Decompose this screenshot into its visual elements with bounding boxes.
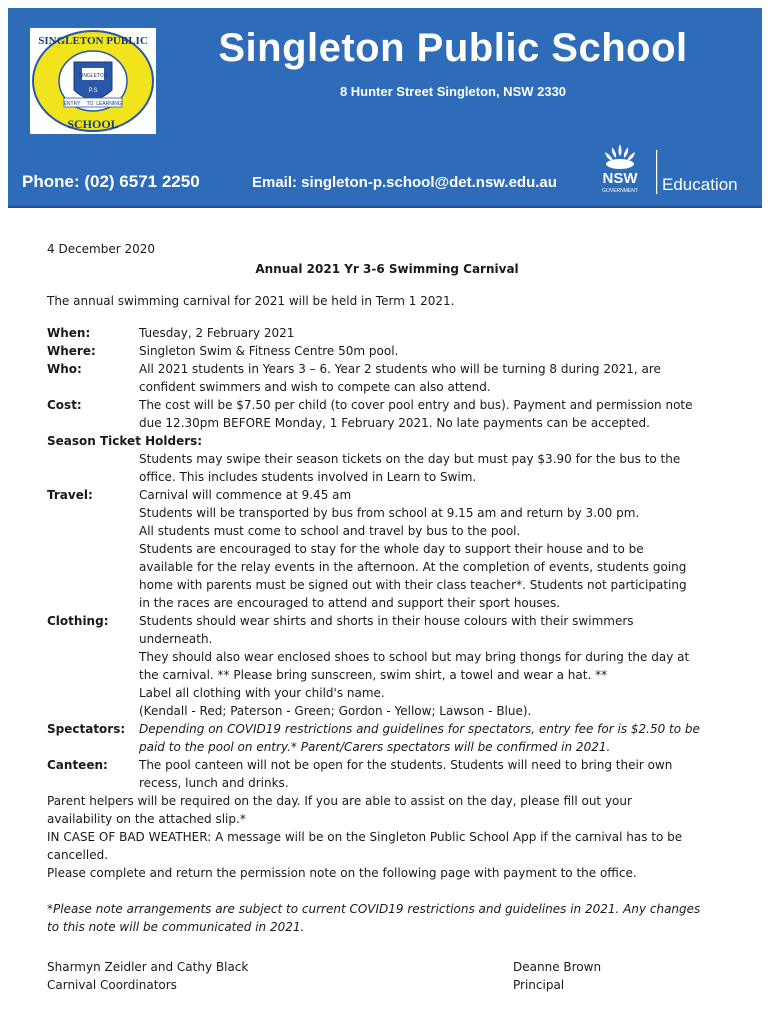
svg-text:LEARNING: LEARNING	[96, 101, 122, 107]
school-phone: Phone: (02) 6571 2250	[22, 172, 200, 191]
svg-text:TO: TO	[86, 101, 94, 107]
intro-paragraph: The annual swimming carnival for 2021 will be held in Term 1 2021.	[47, 294, 455, 308]
clothing-line: the carnival. ** Please bring sunscreen, swim shirt, a towel and wear a hat. **	[139, 668, 608, 682]
nsw-education-logo	[588, 140, 758, 196]
waratah-icon	[605, 144, 635, 169]
canteen-line: The pool canteen will not be open for the students. Students will need to bring their own	[139, 758, 673, 772]
principal-role: Principal	[513, 978, 565, 992]
svg-text:Education: Education	[662, 175, 738, 194]
spectators-row	[47, 720, 727, 756]
travel-label: Travel:	[47, 488, 93, 502]
travel-row	[47, 486, 727, 612]
travel-value	[139, 486, 727, 612]
letterhead-band	[8, 8, 762, 208]
travel-line: Students will be transported by bus from school at 9.15 am and return by 3.00 pm.	[139, 506, 640, 520]
cost-row	[47, 396, 727, 432]
weather-line: IN CASE OF BAD WEATHER: A message will be on the Singleton Public School App if the carnival has to be	[47, 830, 683, 844]
cost-line: due 12.30pm BEFORE Monday, 1 February 2021. No late payments can be accepted.	[139, 416, 650, 430]
school-crest-logo	[30, 28, 156, 134]
where-value: Singleton Swim & Fitness Centre 50m pool.	[139, 344, 399, 358]
helpers-line: Parent helpers will be required on the day. If you are able to assist on the day, please fill out your	[47, 794, 632, 808]
coordinators-role: Carnival Coordinators	[47, 978, 177, 992]
note-line: to this note will be communicated in 2021.	[47, 920, 305, 934]
travel-line: in the races are encouraged to attend and support their sport houses.	[139, 596, 561, 610]
clothing-line: (Kendall - Red; Paterson - Green; Gordon - Yellow; Lawson - Blue).	[139, 704, 532, 718]
canteen-row	[47, 756, 727, 792]
school-name-title: Singleton Public School	[218, 26, 688, 70]
where-label: Where:	[47, 344, 96, 358]
clothing-row	[47, 612, 727, 720]
travel-line: home with parents must be signed out with their class teacher*. Students not participating	[139, 578, 687, 592]
who-line: confident swimmers and wish to compete can also attend.	[139, 380, 491, 394]
spectators-value	[139, 720, 727, 756]
clothing-value	[139, 612, 727, 720]
school-email[interactable]: Email: singleton-p.school@det.nsw.edu.au	[252, 174, 557, 191]
clothing-label: Clothing:	[47, 614, 109, 628]
who-value	[139, 360, 727, 396]
season-line: office. This includes students involved in Learn to Swim.	[139, 470, 477, 484]
where-row	[47, 342, 727, 360]
letter-body	[47, 240, 727, 936]
travel-line: available for the relay events in the afternoon. At the completion of events, students going	[139, 560, 687, 574]
when-value: Tuesday, 2 February 2021	[139, 326, 295, 340]
canteen-value	[139, 756, 727, 792]
travel-line: Students are encouraged to stay for the whole day to support their house and to be	[139, 542, 644, 556]
when-label: When:	[47, 326, 91, 340]
svg-text:ENTRY: ENTRY	[63, 101, 81, 107]
weather-paragraph	[47, 828, 727, 864]
svg-text:SINGLETON: SINGLETON	[78, 73, 108, 79]
season-value	[47, 450, 727, 486]
who-row	[47, 360, 727, 396]
helpers-line: availability on the attached slip.*	[47, 812, 246, 826]
svg-text:SCHOOL: SCHOOL	[67, 117, 119, 131]
letter-title: Annual 2021 Yr 3-6 Swimming Carnival	[255, 262, 519, 276]
svg-text:NSW: NSW	[602, 170, 638, 187]
season-label: Season Ticket Holders:	[47, 434, 203, 448]
cost-line: The cost will be $7.50 per child (to cover pool entry and bus). Payment and permission note	[139, 398, 693, 412]
helpers-paragraph	[47, 792, 727, 828]
who-label: Who:	[47, 362, 82, 376]
spectators-label: Spectators:	[47, 722, 126, 736]
clothing-line: Label all clothing with your child's name.	[139, 686, 385, 700]
canteen-line: recess, lunch and drinks.	[139, 776, 289, 790]
logo-divider	[656, 150, 657, 194]
note-line: *Please note arrangements are subject to current COVID19 restrictions and guidelines in 2021. Any changes	[47, 902, 701, 916]
who-line: All 2021 students in Years 3 – 6. Year 2 students who will be turning 8 during 2021, are	[139, 362, 661, 376]
clothing-line: They should also wear enclosed shoes to school but may bring thongs for during the day at	[139, 650, 690, 664]
cost-label: Cost:	[47, 398, 82, 412]
cost-value	[139, 396, 727, 432]
school-address: 8 Hunter Street Singleton, NSW 2330	[339, 84, 567, 99]
when-row	[47, 324, 727, 342]
clothing-line: Students should wear shirts and shorts in their house colours with their swimmers	[139, 614, 634, 628]
principal-name: Deanne Brown	[513, 960, 602, 974]
spectators-line: Depending on COVID19 restrictions and guidelines for spectators, entry fee for is $2.50 to be	[139, 722, 700, 736]
clothing-line: underneath.	[139, 632, 213, 646]
svg-text:SINGLETON PUBLIC: SINGLETON PUBLIC	[38, 35, 148, 47]
covid-note	[47, 900, 727, 936]
svg-text:GOVERNMENT: GOVERNMENT	[602, 188, 638, 194]
spectators-line: paid to the pool on entry.* Parent/Carers spectators will be confirmed in 2021.	[139, 740, 611, 754]
coordinators-signature	[47, 958, 248, 994]
coordinators-name: Sharmyn Zeidler and Cathy Black	[47, 960, 249, 974]
travel-line: All students must come to school and travel by bus to the pool.	[139, 524, 521, 538]
weather-line: cancelled.	[47, 848, 109, 862]
complete-paragraph: Please complete and return the permission note on the following page with payment to the office.	[47, 866, 637, 880]
travel-line: Carnival will commence at 9.45 am	[139, 488, 352, 502]
principal-signature	[513, 958, 601, 994]
canteen-label: Canteen:	[47, 758, 108, 772]
letter-date: 4 December 2020	[47, 242, 156, 256]
svg-text:P.S: P.S	[88, 88, 98, 94]
season-line: Students may swipe their season tickets on the day but must pay $3.90 for the bus to the	[139, 452, 681, 466]
